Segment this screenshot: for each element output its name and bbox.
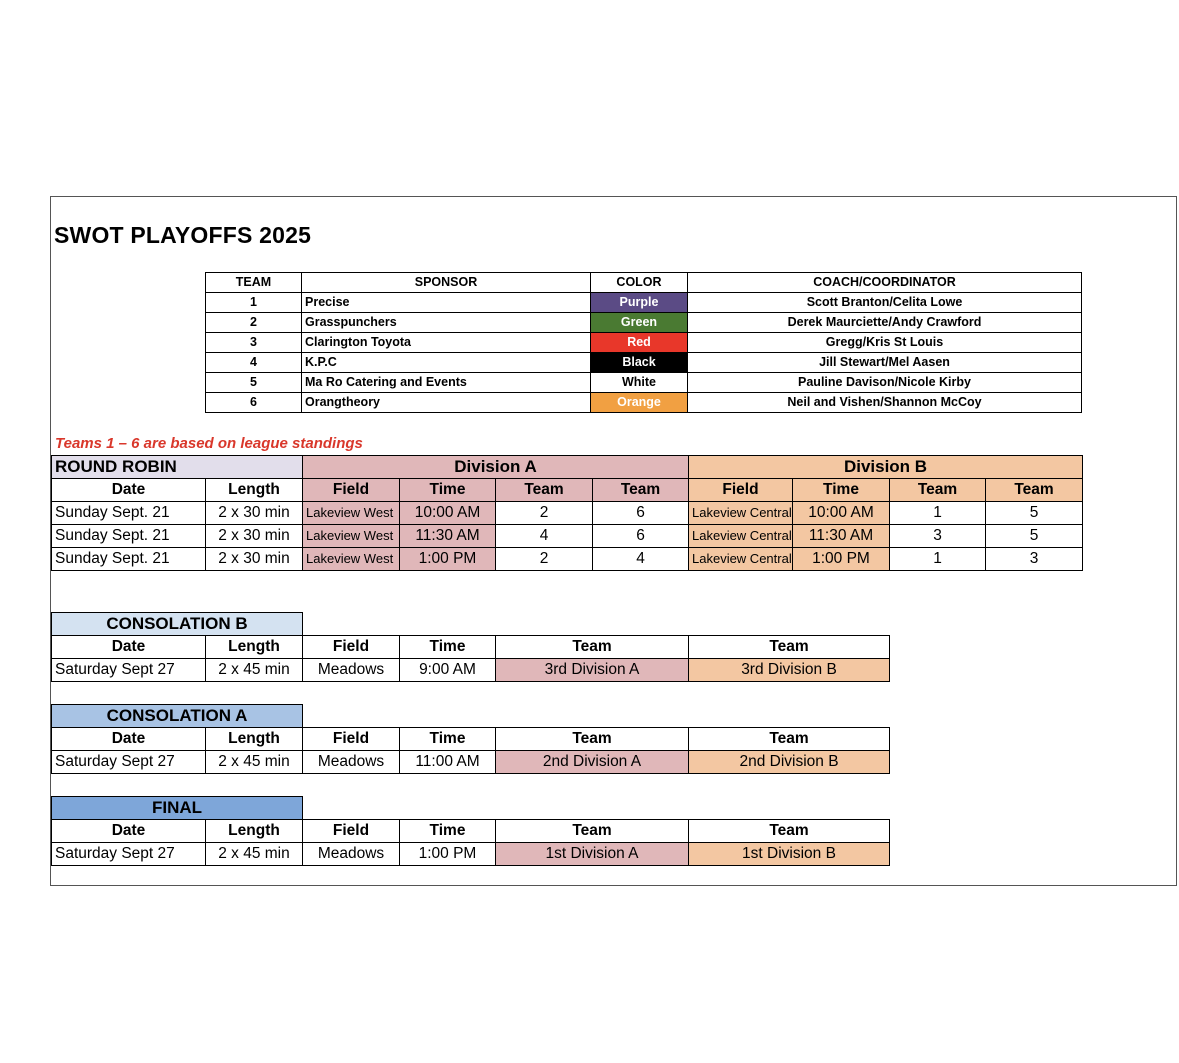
division-b-label: Division B — [689, 456, 1083, 479]
col-time-b: Time — [793, 479, 890, 502]
col-team-2: Team — [689, 728, 890, 751]
team-sponsor: Orangtheory — [302, 393, 591, 413]
time-b: 10:00 AM — [793, 502, 890, 525]
blank-cell — [303, 705, 890, 728]
team-number: 5 — [206, 373, 302, 393]
team-number: 3 — [206, 333, 302, 353]
field-a: Lakeview West — [303, 502, 400, 525]
team-color: Green — [591, 313, 688, 333]
col-team-1: Team — [496, 636, 689, 659]
round-robin-row — [52, 525, 1083, 548]
blank-cell — [303, 797, 890, 820]
game-length: 2 x 45 min — [206, 659, 303, 682]
team-b2: 5 — [986, 525, 1083, 548]
team-number: 2 — [206, 313, 302, 333]
game-team-1: 1st Division A — [496, 843, 689, 866]
team-sponsor: Ma Ro Catering and Events — [302, 373, 591, 393]
division-a-label: Division A — [303, 456, 689, 479]
col-time-a: Time — [400, 479, 496, 502]
consolation-a-row — [52, 751, 890, 774]
field-b: Lakeview Central — [689, 502, 793, 525]
team-coach: Derek Maurciette/Andy Crawford — [688, 313, 1082, 333]
field-a: Lakeview West — [303, 548, 400, 571]
team-row — [206, 393, 1082, 413]
col-field: Field — [303, 820, 400, 843]
standings-note: Teams 1 – 6 are based on league standings — [55, 435, 363, 452]
team-sponsor: Clarington Toyota — [302, 333, 591, 353]
time-a: 1:00 PM — [400, 548, 496, 571]
team-number: 1 — [206, 293, 302, 313]
game-field: Meadows — [303, 843, 400, 866]
team-b1: 3 — [890, 525, 986, 548]
game-field: Meadows — [303, 751, 400, 774]
team-coach: Neil and Vishen/Shannon McCoy — [688, 393, 1082, 413]
header-color: COLOR — [591, 273, 688, 293]
team-row — [206, 313, 1082, 333]
game-length: 2 x 30 min — [206, 548, 303, 571]
team-coach: Gregg/Kris St Louis — [688, 333, 1082, 353]
game-length: 2 x 30 min — [206, 525, 303, 548]
team-coach: Scott Branton/Celita Lowe — [688, 293, 1082, 313]
game-length: 2 x 30 min — [206, 502, 303, 525]
game-date: Sunday Sept. 21 — [52, 502, 206, 525]
teams-table — [205, 272, 1082, 413]
team-color: Red — [591, 333, 688, 353]
team-color: Orange — [591, 393, 688, 413]
team-a2: 4 — [593, 548, 689, 571]
team-color: Purple — [591, 293, 688, 313]
team-sponsor: K.P.C — [302, 353, 591, 373]
consolation-a-label: CONSOLATION A — [52, 705, 303, 728]
team-sponsor: Precise — [302, 293, 591, 313]
final-title-row — [52, 797, 890, 820]
team-color: White — [591, 373, 688, 393]
col-time: Time — [400, 636, 496, 659]
round-robin-label: ROUND ROBIN — [52, 456, 303, 479]
header-team: TEAM — [206, 273, 302, 293]
col-date: Date — [52, 636, 206, 659]
header-sponsor: SPONSOR — [302, 273, 591, 293]
time-b: 11:30 AM — [793, 525, 890, 548]
col-date: Date — [52, 728, 206, 751]
col-team-2: Team — [689, 636, 890, 659]
team-b1: 1 — [890, 502, 986, 525]
game-time: 11:00 AM — [400, 751, 496, 774]
team-a1: 2 — [496, 548, 593, 571]
col-date: Date — [52, 820, 206, 843]
team-number: 4 — [206, 353, 302, 373]
col-length: Length — [206, 636, 303, 659]
game-team-2: 1st Division B — [689, 843, 890, 866]
final-label: FINAL — [52, 797, 303, 820]
round-robin-header-row — [52, 479, 1083, 502]
game-field: Meadows — [303, 659, 400, 682]
game-date: Saturday Sept 27 — [52, 843, 206, 866]
col-team-b2: Team — [986, 479, 1083, 502]
col-team-1: Team — [496, 820, 689, 843]
consolation-b-label: CONSOLATION B — [52, 613, 303, 636]
col-field-b: Field — [689, 479, 793, 502]
game-time: 1:00 PM — [400, 843, 496, 866]
consolation-b-title-row — [52, 613, 890, 636]
game-team-2: 2nd Division B — [689, 751, 890, 774]
col-team-a2: Team — [593, 479, 689, 502]
consolation-b-header-row — [52, 636, 890, 659]
team-b2: 5 — [986, 502, 1083, 525]
consolation-a-header-row — [52, 728, 890, 751]
col-team-2: Team — [689, 820, 890, 843]
final-table — [51, 796, 890, 866]
col-length: Length — [206, 820, 303, 843]
final-header-row — [52, 820, 890, 843]
round-robin-row — [52, 548, 1083, 571]
team-row — [206, 333, 1082, 353]
col-field: Field — [303, 636, 400, 659]
team-coach: Pauline Davison/Nicole Kirby — [688, 373, 1082, 393]
team-a2: 6 — [593, 525, 689, 548]
team-b1: 1 — [890, 548, 986, 571]
col-field-a: Field — [303, 479, 400, 502]
team-a1: 4 — [496, 525, 593, 548]
team-row — [206, 353, 1082, 373]
consolation-a-title-row — [52, 705, 890, 728]
game-team-1: 3rd Division A — [496, 659, 689, 682]
team-row — [206, 293, 1082, 313]
blank-cell — [303, 613, 890, 636]
team-color: Black — [591, 353, 688, 373]
consolation-b-table — [51, 612, 890, 682]
team-coach: Jill Stewart/Mel Aasen — [688, 353, 1082, 373]
col-time: Time — [400, 820, 496, 843]
time-a: 10:00 AM — [400, 502, 496, 525]
col-length: Length — [206, 479, 303, 502]
col-team-a1: Team — [496, 479, 593, 502]
teams-header-row — [206, 273, 1082, 293]
consolation-b-row — [52, 659, 890, 682]
col-field: Field — [303, 728, 400, 751]
game-team-1: 2nd Division A — [496, 751, 689, 774]
consolation-a-table — [51, 704, 890, 774]
team-a2: 6 — [593, 502, 689, 525]
page-title: SWOT PLAYOFFS 2025 — [54, 222, 312, 248]
col-length: Length — [206, 728, 303, 751]
time-a: 11:30 AM — [400, 525, 496, 548]
game-length: 2 x 45 min — [206, 751, 303, 774]
team-row — [206, 373, 1082, 393]
round-robin-row — [52, 502, 1083, 525]
game-length: 2 x 45 min — [206, 843, 303, 866]
time-b: 1:00 PM — [793, 548, 890, 571]
header-coach: COACH/COORDINATOR — [688, 273, 1082, 293]
team-sponsor: Grasspunchers — [302, 313, 591, 333]
game-team-2: 3rd Division B — [689, 659, 890, 682]
team-a1: 2 — [496, 502, 593, 525]
final-row — [52, 843, 890, 866]
round-robin-table — [51, 455, 1083, 571]
field-a: Lakeview West — [303, 525, 400, 548]
team-b2: 3 — [986, 548, 1083, 571]
game-date: Sunday Sept. 21 — [52, 548, 206, 571]
col-time: Time — [400, 728, 496, 751]
field-b: Lakeview Central — [689, 548, 793, 571]
col-date: Date — [52, 479, 206, 502]
game-date: Saturday Sept 27 — [52, 659, 206, 682]
game-time: 9:00 AM — [400, 659, 496, 682]
field-b: Lakeview Central — [689, 525, 793, 548]
round-robin-title-row — [52, 456, 1083, 479]
col-team-b1: Team — [890, 479, 986, 502]
col-team-1: Team — [496, 728, 689, 751]
game-date: Saturday Sept 27 — [52, 751, 206, 774]
game-date: Sunday Sept. 21 — [52, 525, 206, 548]
team-number: 6 — [206, 393, 302, 413]
